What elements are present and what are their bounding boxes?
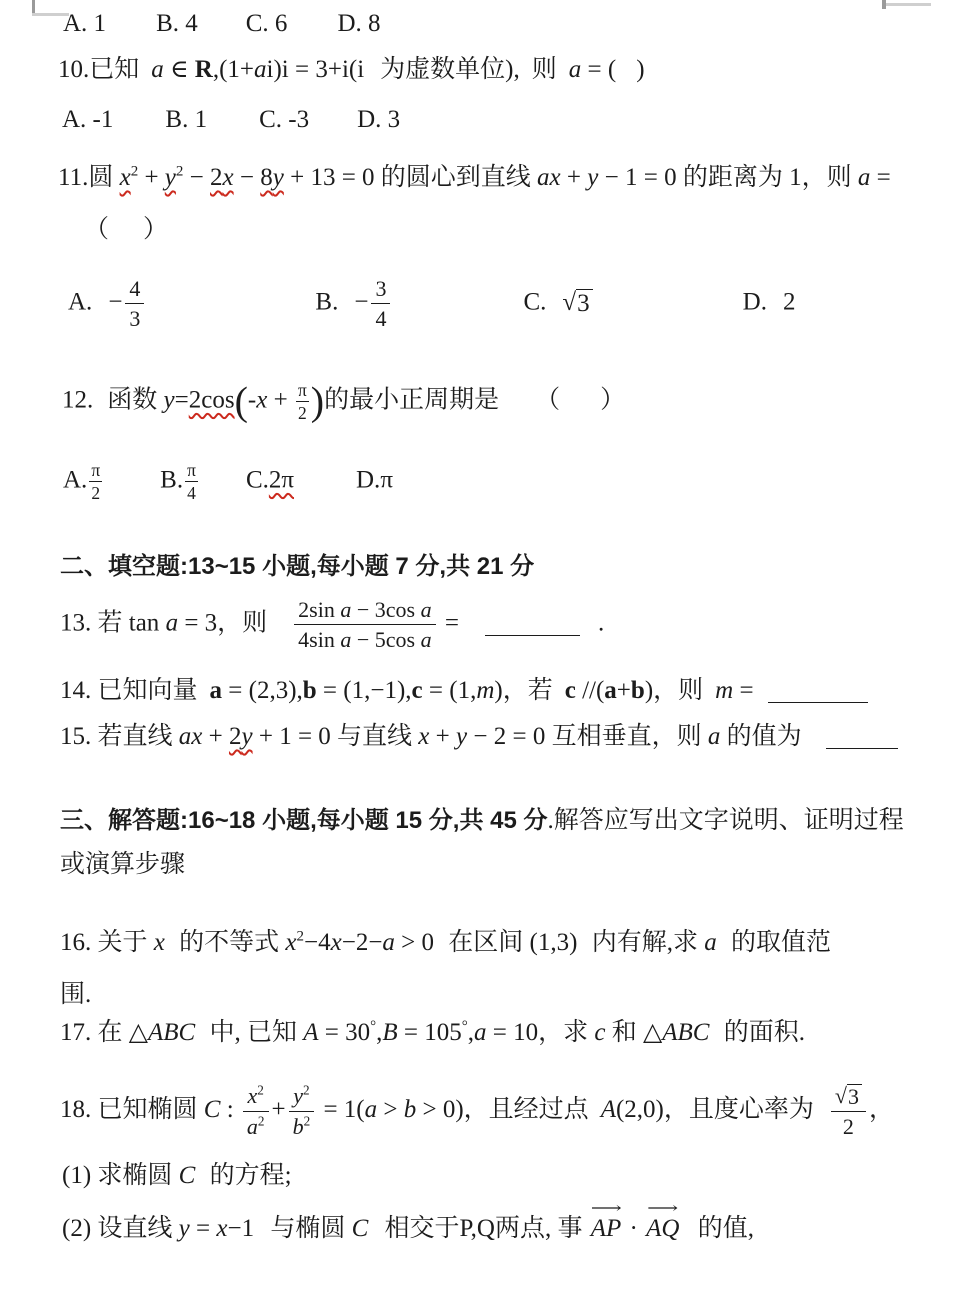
fraction — [296, 380, 309, 423]
text-segment: x — [247, 1083, 258, 1109]
fraction — [831, 1083, 866, 1139]
radical-sign: √ — [834, 1083, 847, 1108]
question-15 — [60, 721, 898, 754]
text-segment: a — [340, 597, 352, 622]
text-segment: − 2 = 0 互相垂直，则 — [467, 723, 708, 750]
fraction-numerator — [289, 1083, 315, 1111]
text-segment: 的最小正周期是 — [324, 386, 500, 414]
text-segment: A. — [63, 466, 88, 494]
text-segment: 内有解,求 — [585, 929, 705, 956]
text-segment: 或演算步骤 — [60, 851, 186, 878]
spacer — [393, 309, 523, 310]
spacer — [139, 76, 151, 77]
text-segment: a — [704, 929, 717, 956]
text-segment: a — [165, 609, 179, 637]
spacer — [557, 76, 569, 77]
superscript: 2 — [296, 928, 304, 945]
superscript: 2 — [130, 163, 139, 180]
superscript: 2 — [257, 1113, 265, 1129]
text-segment: + — [271, 1095, 286, 1123]
text-segment: − — [108, 288, 123, 316]
radicand: 3 — [576, 289, 593, 318]
square-root — [562, 289, 592, 318]
fraction — [371, 276, 390, 332]
text-segment: 17. 在 — [60, 1019, 129, 1046]
text-segment: − — [233, 164, 261, 191]
spacer — [198, 697, 210, 698]
fraction — [243, 1083, 269, 1139]
text-segment: 3 — [129, 306, 141, 332]
question-13 — [60, 597, 604, 653]
text-segment: 2 — [782, 288, 796, 316]
text-segment: 的面积. — [717, 1019, 805, 1046]
spacer — [93, 406, 107, 407]
spacer — [560, 406, 600, 407]
text-segment: 与椭圆 — [264, 1214, 352, 1242]
text-segment: ,(1+ — [212, 56, 255, 83]
text-segment: −4 — [304, 929, 331, 956]
text-segment: 4 — [129, 276, 141, 301]
text-segment: 和 — [605, 1019, 643, 1046]
section-3-heading-line-2 — [60, 849, 185, 882]
text-segment: > — [377, 1095, 404, 1123]
text-segment: 11.圆 — [58, 164, 120, 191]
text-segment: C. — [523, 288, 547, 316]
spacer — [717, 949, 725, 950]
text-segment: + — [616, 677, 631, 704]
text-segment: //( — [575, 677, 605, 704]
text-segment: 10.已知 — [58, 56, 140, 83]
text-segment: y — [241, 723, 253, 750]
spacer — [92, 309, 108, 310]
text-segment: y — [587, 164, 599, 191]
section-2-heading — [60, 551, 534, 584]
text-segment: m — [476, 677, 495, 704]
fraction-numerator — [294, 597, 435, 625]
text-segment: + — [138, 164, 165, 191]
text-segment: −2− — [341, 929, 383, 956]
text-segment: ax — [537, 164, 561, 191]
text-segment: y — [164, 164, 176, 191]
superscript: 2 — [302, 1083, 310, 1099]
fraction — [185, 460, 198, 503]
text-segment: = 30 — [318, 1019, 371, 1046]
text-segment: x — [119, 164, 131, 191]
text-segment: A. -1 — [62, 106, 114, 133]
text-segment: 二、填空题: — [60, 553, 188, 580]
text-segment: 的取值范 — [724, 929, 831, 956]
text-segment: = ( — [581, 56, 617, 83]
spacer — [703, 697, 715, 698]
text-segment: D. — [356, 466, 381, 494]
spacer — [200, 486, 246, 487]
fraction-numerator — [296, 380, 309, 402]
text-segment: B. — [160, 466, 184, 494]
text-segment: − — [183, 164, 211, 191]
question-16-line-1 — [60, 927, 831, 960]
text-segment: D. 8 — [337, 10, 381, 37]
text-segment: x — [153, 929, 165, 956]
spacer — [165, 949, 173, 950]
fraction-denominator — [89, 482, 102, 503]
text-segment: C — [351, 1214, 369, 1242]
question-18-part-1 — [62, 1160, 292, 1193]
text-segment: a — [604, 677, 617, 704]
text-segment: C. -3 — [259, 106, 310, 133]
text-segment: a — [151, 56, 164, 83]
fraction-numerator — [831, 1083, 866, 1112]
text-segment: ∈ — [163, 56, 195, 83]
text-segment: = (1,−1), — [316, 677, 412, 704]
question-16-line-2 — [60, 979, 91, 1012]
radicand: 3 — [847, 1084, 862, 1109]
text-segment: 则 — [531, 56, 557, 83]
big-parenthesis: ( — [234, 378, 248, 424]
text-segment: a — [382, 929, 395, 956]
fraction-denominator — [831, 1112, 866, 1139]
big-parenthesis: ) — [310, 378, 325, 424]
question-17 — [60, 1017, 805, 1050]
text-segment: = 10，求 — [486, 1019, 595, 1046]
text-segment: c — [594, 1019, 606, 1046]
text-segment: 2 — [210, 164, 223, 191]
text-segment: 12. — [62, 386, 94, 414]
text-segment: c — [564, 677, 576, 704]
text-segment: 2 — [228, 723, 242, 750]
text-segment: : — [220, 1095, 240, 1123]
text-segment: 16. 关于 — [60, 929, 154, 956]
spacer — [499, 406, 535, 407]
text-segment: 2cos — [188, 386, 235, 414]
text-segment: 4 — [375, 306, 387, 332]
text-segment: ） — [600, 386, 626, 414]
text-segment: = 105 — [397, 1019, 462, 1046]
text-segment: (1) 求椭圆 — [62, 1162, 179, 1189]
text-segment: y — [272, 164, 284, 191]
text-segment: 的值, — [691, 1214, 754, 1242]
text-segment: ) — [636, 56, 645, 83]
text-segment: a — [707, 723, 721, 750]
spacer — [459, 630, 485, 631]
text-segment: 2sin — [298, 597, 341, 622]
text-segment: A. — [68, 288, 93, 316]
text-segment: B. 1 — [165, 106, 208, 133]
fraction-denominator — [296, 402, 309, 423]
text-segment: − 5cos — [351, 627, 421, 653]
text-segment: = — [174, 386, 189, 414]
text-segment: 4 — [187, 483, 196, 504]
spacer — [368, 1235, 378, 1236]
spacer — [338, 309, 354, 310]
text-segment: a — [474, 1019, 487, 1046]
text-segment: 18. 已知椭圆 — [60, 1095, 204, 1123]
superscript: ° — [370, 1018, 377, 1035]
spacer — [520, 76, 532, 77]
text-segment: a — [209, 677, 223, 704]
superscript: 2 — [175, 163, 184, 180]
text-segment: y — [456, 723, 468, 750]
text-segment: a — [246, 1113, 258, 1139]
spacer — [113, 126, 165, 127]
text-segment: x — [222, 164, 234, 191]
question-12-options — [63, 460, 393, 503]
text-segment: , — [467, 1019, 475, 1046]
spacer — [616, 76, 636, 77]
text-segment: D. — [742, 288, 767, 316]
text-segment: − 1 = 0 的距离为 1，则 — [598, 164, 858, 191]
text-segment: 相交于P,Q两点, 事 — [378, 1214, 589, 1242]
vector-aq — [646, 1200, 680, 1242]
text-segment: C — [178, 1162, 196, 1189]
spacer — [681, 1235, 691, 1236]
text-segment: b — [630, 677, 645, 704]
text-segment: = — [189, 1214, 217, 1242]
spacer — [814, 1116, 828, 1117]
text-segment: π — [91, 460, 101, 480]
text-segment: (2,0)，且度心率为 — [615, 1095, 814, 1123]
text-segment: C. 6 — [245, 10, 288, 37]
fraction-numerator — [125, 276, 144, 304]
text-segment: − 3cos — [351, 597, 421, 622]
fraction-denominator — [243, 1112, 269, 1139]
text-segment: + 1 = 0 与直线 — [252, 723, 419, 750]
question-11 — [58, 162, 891, 195]
text-segment: （ — [84, 216, 110, 243]
spacer — [580, 630, 598, 631]
text-segment: + — [429, 723, 457, 750]
spacer — [309, 126, 357, 127]
text-segment: b — [302, 677, 317, 704]
fraction-numerator — [185, 460, 198, 482]
text-segment: + — [267, 386, 294, 414]
fraction-denominator — [185, 482, 198, 503]
text-segment: A — [600, 1095, 616, 1123]
question-10-options — [62, 104, 400, 137]
text-segment: = — [438, 609, 459, 637]
text-segment: 函数 — [107, 386, 164, 414]
text-segment: 为虚数单位), — [380, 56, 520, 83]
question-9-options — [63, 8, 381, 41]
text-segment: b — [292, 1113, 304, 1139]
fraction-numerator — [371, 276, 390, 304]
text-segment: i)i = 3+i(i — [266, 56, 365, 83]
section-3-heading-line-1 — [60, 805, 904, 838]
text-segment: a — [857, 164, 871, 191]
text-segment: a — [568, 56, 582, 83]
text-segment: 3 — [375, 276, 387, 301]
text-segment: m — [715, 677, 734, 704]
text-segment: a — [420, 597, 432, 622]
text-segment: C. — [245, 466, 269, 494]
vector-label: AQ — [646, 1214, 680, 1242]
superscript: 2 — [303, 1113, 311, 1129]
superscript: 2 — [257, 1083, 264, 1099]
text-segment: + — [560, 164, 588, 191]
text-segment: x — [285, 929, 297, 956]
spacer — [198, 30, 246, 31]
text-segment: 的值为 — [720, 723, 802, 750]
text-segment: .解答应写出文字说明、证明过程 — [547, 807, 904, 834]
text-segment: x — [418, 723, 430, 750]
spacer — [109, 236, 143, 237]
fraction — [125, 276, 144, 332]
fraction-numerator — [243, 1083, 269, 1111]
text-segment: − — [354, 288, 369, 316]
text-segment: - — [247, 386, 257, 414]
text-segment: x — [330, 929, 342, 956]
text-segment: 2 — [842, 1114, 854, 1140]
text-segment: c — [411, 677, 423, 704]
vector-ap — [590, 1200, 622, 1242]
text-segment: (2) 设直线 — [62, 1214, 179, 1242]
answer-blank — [826, 723, 898, 749]
spacer — [106, 30, 156, 31]
text-segment: = — [733, 677, 754, 704]
text-segment: ABC — [148, 1019, 196, 1046]
text-segment: 15. 若直线 — [60, 723, 179, 750]
spacer — [802, 743, 826, 744]
text-segment: a — [364, 1095, 378, 1123]
text-segment: b — [403, 1095, 417, 1123]
spacer — [294, 486, 356, 487]
text-segment: ax — [178, 723, 203, 750]
text-segment: 三、解答题: — [60, 807, 188, 834]
text-segment: a — [254, 56, 267, 83]
text-segment: > 0)，且经过点 — [416, 1095, 589, 1123]
text-segment: 8 — [260, 164, 273, 191]
text-segment: 围. — [60, 981, 92, 1008]
text-segment: 14. 已知向量 — [60, 677, 198, 704]
question-11-answer-parens — [84, 214, 168, 247]
text-segment: = 1( — [317, 1095, 365, 1123]
text-segment: tan — [128, 609, 166, 637]
text-segment: x — [256, 386, 268, 414]
text-segment: △ — [128, 1019, 148, 1046]
spacer — [287, 30, 337, 31]
spacer — [546, 309, 562, 310]
spacer — [104, 486, 160, 487]
text-segment: a — [340, 627, 352, 653]
text-segment: 13~15 小题,每小题 7 分,共 21 分 — [188, 553, 535, 580]
answer-blank — [768, 677, 868, 703]
text-segment: = — [870, 164, 891, 191]
text-segment: = (2,3), — [222, 677, 303, 704]
text-segment: −1 — [227, 1214, 255, 1242]
spacer — [754, 697, 768, 698]
text-segment: > 0 — [394, 929, 435, 956]
text-segment: B. — [315, 288, 339, 316]
text-segment: 的不等式 — [172, 929, 286, 956]
text-segment: （ — [535, 386, 561, 414]
spacer — [593, 309, 743, 310]
text-segment: y — [163, 386, 175, 414]
spacer — [553, 697, 565, 698]
text-segment: π — [380, 466, 393, 494]
text-segment: a — [420, 627, 432, 653]
text-segment: 中, 已知 — [203, 1019, 304, 1046]
fraction-denominator — [294, 625, 435, 652]
spacer — [434, 949, 442, 950]
question-14 — [60, 675, 868, 708]
text-segment: . — [597, 609, 605, 637]
radical-sign: √ — [562, 288, 577, 316]
text-segment: π — [297, 380, 307, 400]
text-segment: B. 4 — [156, 10, 198, 37]
text-segment: A. 1 — [63, 10, 107, 37]
question-18 — [60, 1083, 894, 1139]
answer-blank — [485, 610, 580, 636]
vector-arrow: ⟶ — [590, 1200, 622, 1217]
text-segment: R — [194, 56, 213, 83]
fraction-denominator — [371, 304, 390, 331]
spacer — [767, 309, 783, 310]
text-segment: y — [293, 1083, 303, 1109]
question-12 — [62, 380, 625, 423]
text-segment: = 3，则 — [178, 609, 268, 637]
question-10 — [58, 54, 645, 87]
spacer — [147, 309, 315, 310]
spacer — [364, 76, 380, 77]
vector-label: AP — [590, 1214, 622, 1242]
text-segment: △ — [643, 1019, 663, 1046]
fraction-numerator — [89, 460, 102, 482]
spacer — [267, 630, 291, 631]
margin-mark-horizontal — [886, 3, 931, 6]
text-segment: A — [303, 1019, 319, 1046]
text-segment: , — [376, 1019, 383, 1046]
text-segment: · — [623, 1214, 645, 1242]
text-segment: 2π — [268, 466, 294, 494]
text-segment: + 13 = 0 的圆心到直线 — [283, 164, 538, 191]
spacer — [254, 1235, 264, 1236]
text-segment: x — [216, 1214, 228, 1242]
text-segment: ） — [143, 216, 169, 243]
text-segment: D. 3 — [357, 106, 401, 133]
square-root — [835, 1084, 862, 1109]
text-segment: )，若 — [494, 677, 553, 704]
text-segment: 的方程; — [203, 1162, 292, 1189]
fraction — [294, 597, 435, 653]
text-segment: 16~18 小题,每小题 15 分,共 45 分 — [188, 807, 548, 834]
text-segment: 4sin — [298, 627, 341, 653]
vector-arrow: ⟶ — [647, 1200, 679, 1217]
text-segment: 2 — [297, 403, 307, 424]
text-segment: ， — [868, 1095, 894, 1123]
fraction — [89, 460, 102, 503]
fraction — [289, 1083, 315, 1139]
superscript: ° — [461, 1018, 468, 1035]
text-segment: π — [187, 460, 196, 480]
text-segment: ABC — [662, 1019, 710, 1046]
text-segment: B — [382, 1019, 398, 1046]
text-segment: )，则 — [644, 677, 704, 704]
question-11-options — [68, 276, 795, 332]
spacer — [589, 1116, 601, 1117]
question-18-part-2 — [62, 1200, 754, 1245]
fraction-denominator — [289, 1112, 315, 1139]
fraction-denominator — [125, 304, 144, 331]
spacer — [207, 126, 259, 127]
text-segment: + — [202, 723, 229, 750]
text-segment: 13. 若 — [60, 609, 129, 637]
text-segment: 在区间 (1,3) — [442, 929, 578, 956]
text-segment: y — [178, 1214, 190, 1242]
text-segment: 2 — [91, 483, 101, 504]
text-segment: C — [203, 1095, 221, 1123]
text-segment: = (1, — [422, 677, 477, 704]
